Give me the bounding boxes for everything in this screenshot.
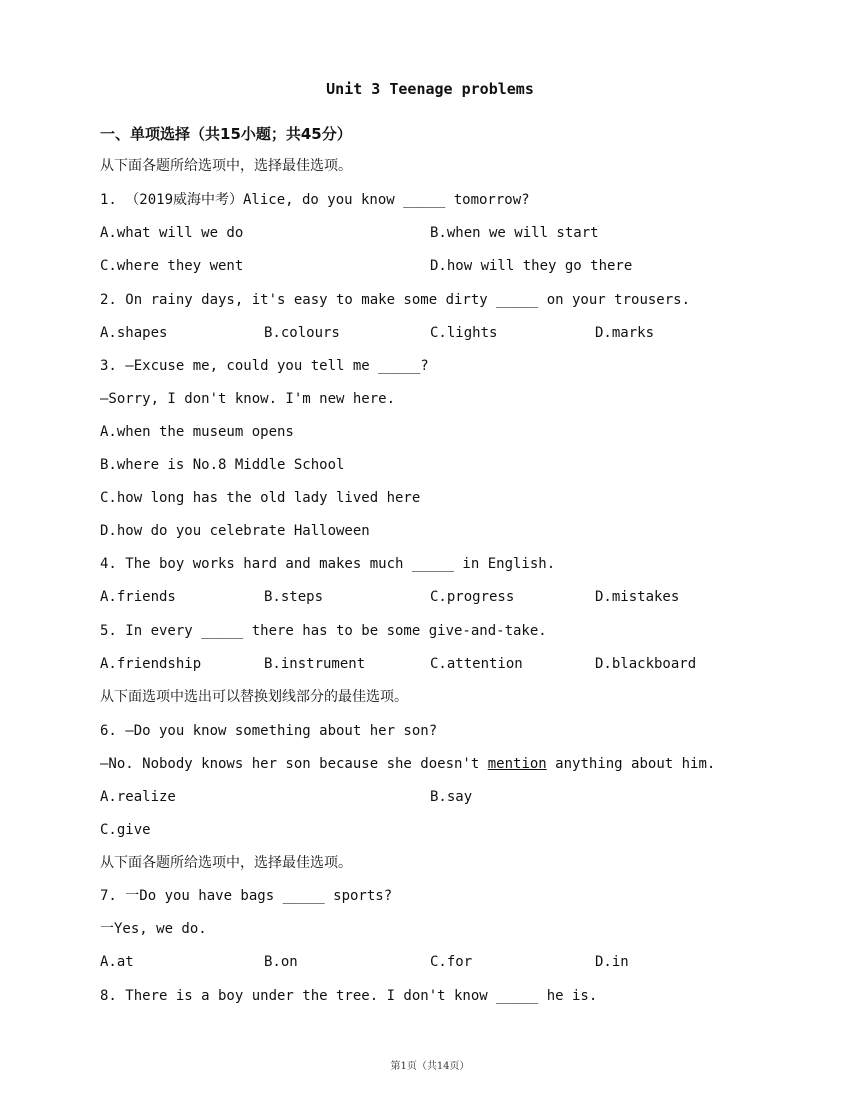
question-1-option-c: C.where they went xyxy=(100,258,244,274)
question-6-option-a: A.realize xyxy=(100,789,176,805)
question-3-reply: —Sorry, I don't know. I'm new here. xyxy=(100,391,396,407)
question-3-stem: 3. —Excuse me, could you tell me _____? xyxy=(100,358,429,374)
question-5-option-a: A.friendship xyxy=(100,656,202,672)
instruction-text: 从下面各题所给选项中，选择最佳选项。 xyxy=(100,855,352,871)
question-1-option-d: D.how will they go there xyxy=(430,258,633,274)
question-2-option-d: D.marks xyxy=(595,325,655,341)
question-7-stem: 7. 一Do you have bags _____ sports? xyxy=(100,888,393,904)
question-4-option-c: C.progress xyxy=(430,589,515,605)
question-5-option-b: B.instrument xyxy=(264,656,366,672)
instruction-text: 从下面选项中选出可以替换划线部分的最佳选项。 xyxy=(100,689,408,705)
question-6-reply xyxy=(100,754,715,774)
question-4-option-a: A.friends xyxy=(100,589,176,605)
document-title: Unit 3 Teenage problems xyxy=(326,80,534,98)
question-8-stem: 8. There is a boy under the tree. I don't know _____ he is. xyxy=(100,988,598,1004)
question-7-option-a: A.at xyxy=(100,954,134,970)
reply-text: anything about him. xyxy=(546,756,716,772)
underlined-word: mention xyxy=(487,756,547,772)
question-2-option-c: C.lights xyxy=(430,325,498,341)
question-4-stem: 4. The boy works hard and makes much _____ in English. xyxy=(100,556,556,572)
question-1-stem: 1. （2019威海中考）Alice, do you know _____ tomorrow? xyxy=(100,192,530,208)
instruction-text: 从下面各题所给选项中，选择最佳选项。 xyxy=(100,158,352,174)
question-7-reply: 一Yes, we do. xyxy=(100,921,207,937)
question-6-stem: 6. —Do you know something about her son? xyxy=(100,723,438,739)
reply-text: —No. Nobody knows her son because she doesn't xyxy=(100,756,488,772)
question-7-option-b: B.on xyxy=(264,954,298,970)
question-2-stem: 2. On rainy days, it's easy to make some dirty _____ on your trousers. xyxy=(100,292,691,308)
question-6-option-b: B.say xyxy=(430,789,473,805)
page-footer: 第1页（共14页） xyxy=(390,1061,470,1072)
question-2-option-b: B.colours xyxy=(264,325,340,341)
question-1-option-b: B.when we will start xyxy=(430,225,599,241)
question-4-option-b: B.steps xyxy=(264,589,324,605)
question-3-option-d: D.how do you celebrate Halloween xyxy=(100,523,370,539)
question-7-option-d: D.in xyxy=(595,954,629,970)
question-7-option-c: C.for xyxy=(430,954,473,970)
question-5-option-c: C.attention xyxy=(430,656,523,672)
question-3-option-b: B.where is No.8 Middle School xyxy=(100,457,345,473)
question-6-option-c: C.give xyxy=(100,822,151,838)
question-1-option-a: A.what will we do xyxy=(100,225,244,241)
question-3-option-c: C.how long has the old lady lived here xyxy=(100,490,421,506)
question-5-option-d: D.blackboard xyxy=(595,656,697,672)
question-3-option-a: A.when the museum opens xyxy=(100,424,294,440)
question-4-option-d: D.mistakes xyxy=(595,589,680,605)
question-5-stem: 5. In every _____ there has to be some give-and-take. xyxy=(100,623,547,639)
section-heading: 一、单项选择（共15小题；共45分） xyxy=(100,125,352,143)
question-2-option-a: A.shapes xyxy=(100,325,168,341)
